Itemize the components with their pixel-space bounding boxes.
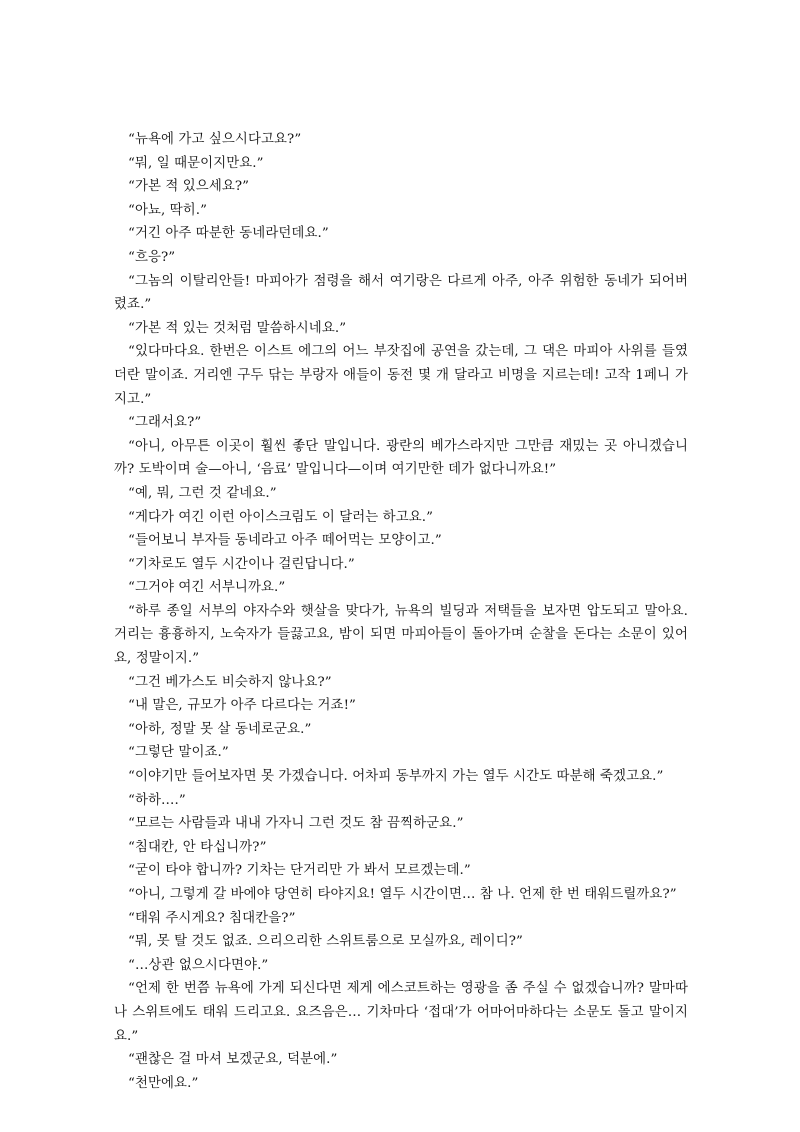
dialogue-line: “그렇단 말이죠.” [128,745,229,761]
dialogue-line: “…상관 없으시다면야.” [128,957,269,973]
dialogue-line: “하하….” [128,792,186,808]
dialogue-line: “그놈의 이탈리안들! 마피아가 점령을 해서 여기랑은 다르게 아주, 아주 위험한 동네가 되어버렸죠.” [114,273,688,313]
dialogue-line: “아니, 그렇게 갈 바에야 당연히 타야지요! 열두 시간이면… 참 나. 언제 한 번 태워드릴까요?” [128,887,677,902]
dialogue-line: “아니, 아무튼 이곳이 훨씬 좋단 말입니다. 광란의 베가스라지만 그만큼 재밌는 곳 아니겠습니까? 도박이며 술—아니, ‘음료’ 말입니다—이며 여기만한 데가 없다니까요!” [114,438,688,478]
dialogue-line: “침대칸, 안 타십니까?” [128,839,267,855]
dialogue-line: “그거야 여긴 서부니까요.” [128,580,286,596]
dialogue-line: “흐응?” [128,249,176,265]
dialogue-line: “그래서요?” [128,415,202,431]
dialogue-line: “거긴 아주 따분한 동네라던데요.” [128,226,329,242]
dialogue-line: “뉴욕에 가고 싶으시다고요?” [128,132,302,147]
dialogue-line: “언제 한 번쯤 뉴욕에 가게 되신다면 제게 에스코트하는 영광을 좀 주실 수 없겠습니까? 말마따나 스위트에도 태워 드리고요. 요즈음은… 기차마다 ‘접대’가 어마어마하다는 소문도 돌고 말이지요.” [114,981,688,1044]
dialogue-line: “게다가 여긴 이런 아이스크림도 이 달러는 하고요.” [128,509,434,525]
dialogue-line: “내 말은, 규모가 아주 다르다는 거죠!” [128,698,357,714]
dialogue-line: “예, 뭐, 그런 것 같네요.” [128,485,277,501]
dialogue-line: “아하, 정말 못 살 동네로군요.” [128,721,312,737]
dialogue-line: “천만에요.” [128,1075,199,1091]
dialogue-line: “하루 종일 서부의 야자수와 햇살을 맞다가, 뉴욕의 빌딩과 저택들을 보자면 압도되고 말아요. 거리는 흉흉하지, 노숙자가 들끓고요, 밤이 되면 마피아들이 돌아가며 순찰을 돈다는 소문이 있어요, 정말이지.” [114,603,688,667]
dialogue-line: “그건 베가스도 비슷하지 않나요?” [128,674,332,690]
dialogue-line: “뭐, 못 탈 것도 없죠. 으리으리한 스위트룸으로 모실까요, 레이디?” [128,934,523,950]
dialogue-line: “아뇨, 딱히.” [128,202,208,218]
dialogue-line: “이야기만 들어보자면 못 가겠습니다. 어차피 동부까지 가는 열두 시간도 따분해 죽겠고요.” [128,769,664,785]
dialogue-line: “굳이 타야 합니까? 기차는 단거리만 가 봐서 모르겠는데.” [128,863,471,879]
dialogue-line: “들어보니 부자들 동네라고 아주 떼어먹는 모양이고.” [128,533,442,549]
dialogue-line: “태워 주시게요? 침대칸을?” [128,910,296,926]
dialogue-line: “가본 적 있는 것처럼 말씀하시네요.” [128,320,347,336]
dialogue-line: “뭐, 일 때문이지만요.” [128,155,264,171]
dialogue-line: “괜찮은 걸 마셔 보겠군요, 덕분에.” [128,1052,338,1068]
dialogue-line: “가본 적 있으세요?” [128,179,250,195]
dialogue-line: “기차로도 열두 시간이나 걸린답니다.” [128,556,355,572]
document-page [114,128,688,1095]
dialogue-line: “모르는 사람들과 내내 가자니 그런 것도 참 끔찍하군요.” [128,816,464,832]
dialogue-line: “있다마다요. 한번은 이스트 에그의 어느 부잣집에 공연을 갔는데, 그 댁은 마피아 사위를 들였더란 말이죠. 거리엔 구두 닦는 부랑자 애들이 동전 몇 개 달라고 비명을 지르는데! 고작 1페니 가지고.” [114,344,688,407]
